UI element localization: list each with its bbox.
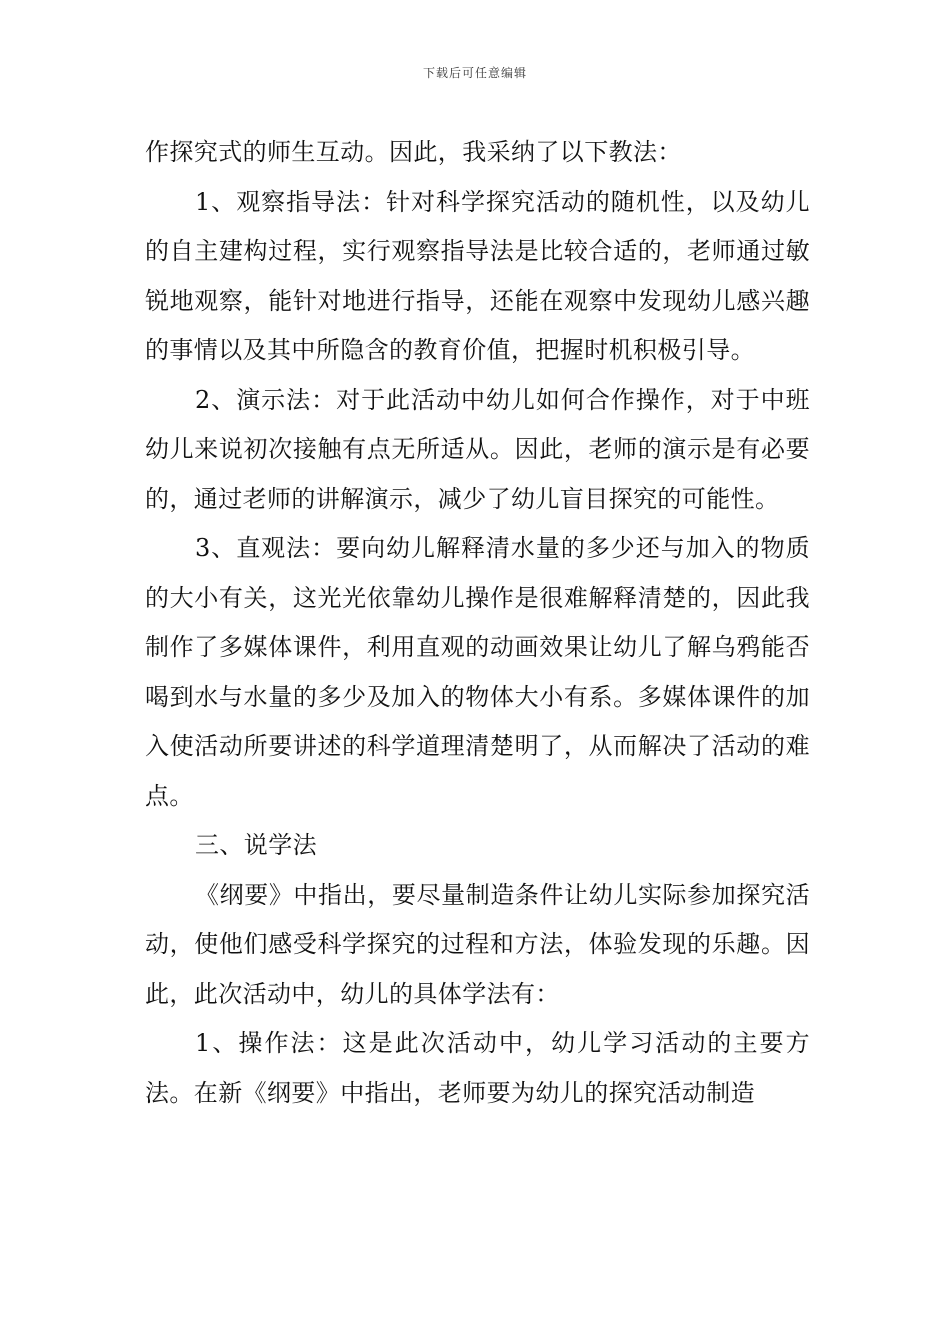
paragraph-operation-method: 1、操作法：这是此次活动中，幼儿学习活动的主要方法。在新《纲要》中指出，老师要为幼儿的探究活动制造	[145, 1029, 810, 1107]
paragraph-observation-method: 1、观察指导法：针对科学探究活动的随机性，以及幼儿的自主建构过程，实行观察指导法是比较合适的，老师通过敏锐地观察，能针对地进行指导，还能在观察中发现幼儿感兴趣的事情以及其中所隐含的教育价值，把握时机积极引导。	[145, 187, 810, 364]
paragraph-continuation: 作探究式的师生互动。因此，我采纳了以下教法：	[145, 138, 682, 166]
paragraph-demonstration-method: 2、演示法：对于此活动中幼儿如何合作操作，对于中班幼儿来说初次接触有点无所适从。因此，老师的演示是有必要的，通过老师的讲解演示，减少了幼儿盲目探究的可能性。	[145, 385, 810, 513]
section-heading-learning-methods: 三、说学法	[195, 831, 317, 859]
document-body	[145, 128, 810, 1118]
paragraph-guideline-quote: 《纲要》中指出，要尽量制造条件让幼儿实际参加探究活动，使他们感受科学探究的过程和方法，体验发现的乐趣。因此，此次活动中，幼儿的具体学法有：	[145, 880, 810, 1008]
page-header: 下载后可任意编辑	[422, 66, 527, 80]
paragraph-intuitive-method: 3、直观法：要向幼儿解释清水量的多少还与加入的物质的大小有关，这光光依靠幼儿操作是很难解释清楚的，因此我制作了多媒体课件，利用直观的动画效果让幼儿了解乌鸦能否喝到水与水量的多少及加入的物体大小有系。多媒体课件的加入使活动所要讲述的科学道理清楚明了，从而解决了活动的难点。	[145, 534, 810, 810]
